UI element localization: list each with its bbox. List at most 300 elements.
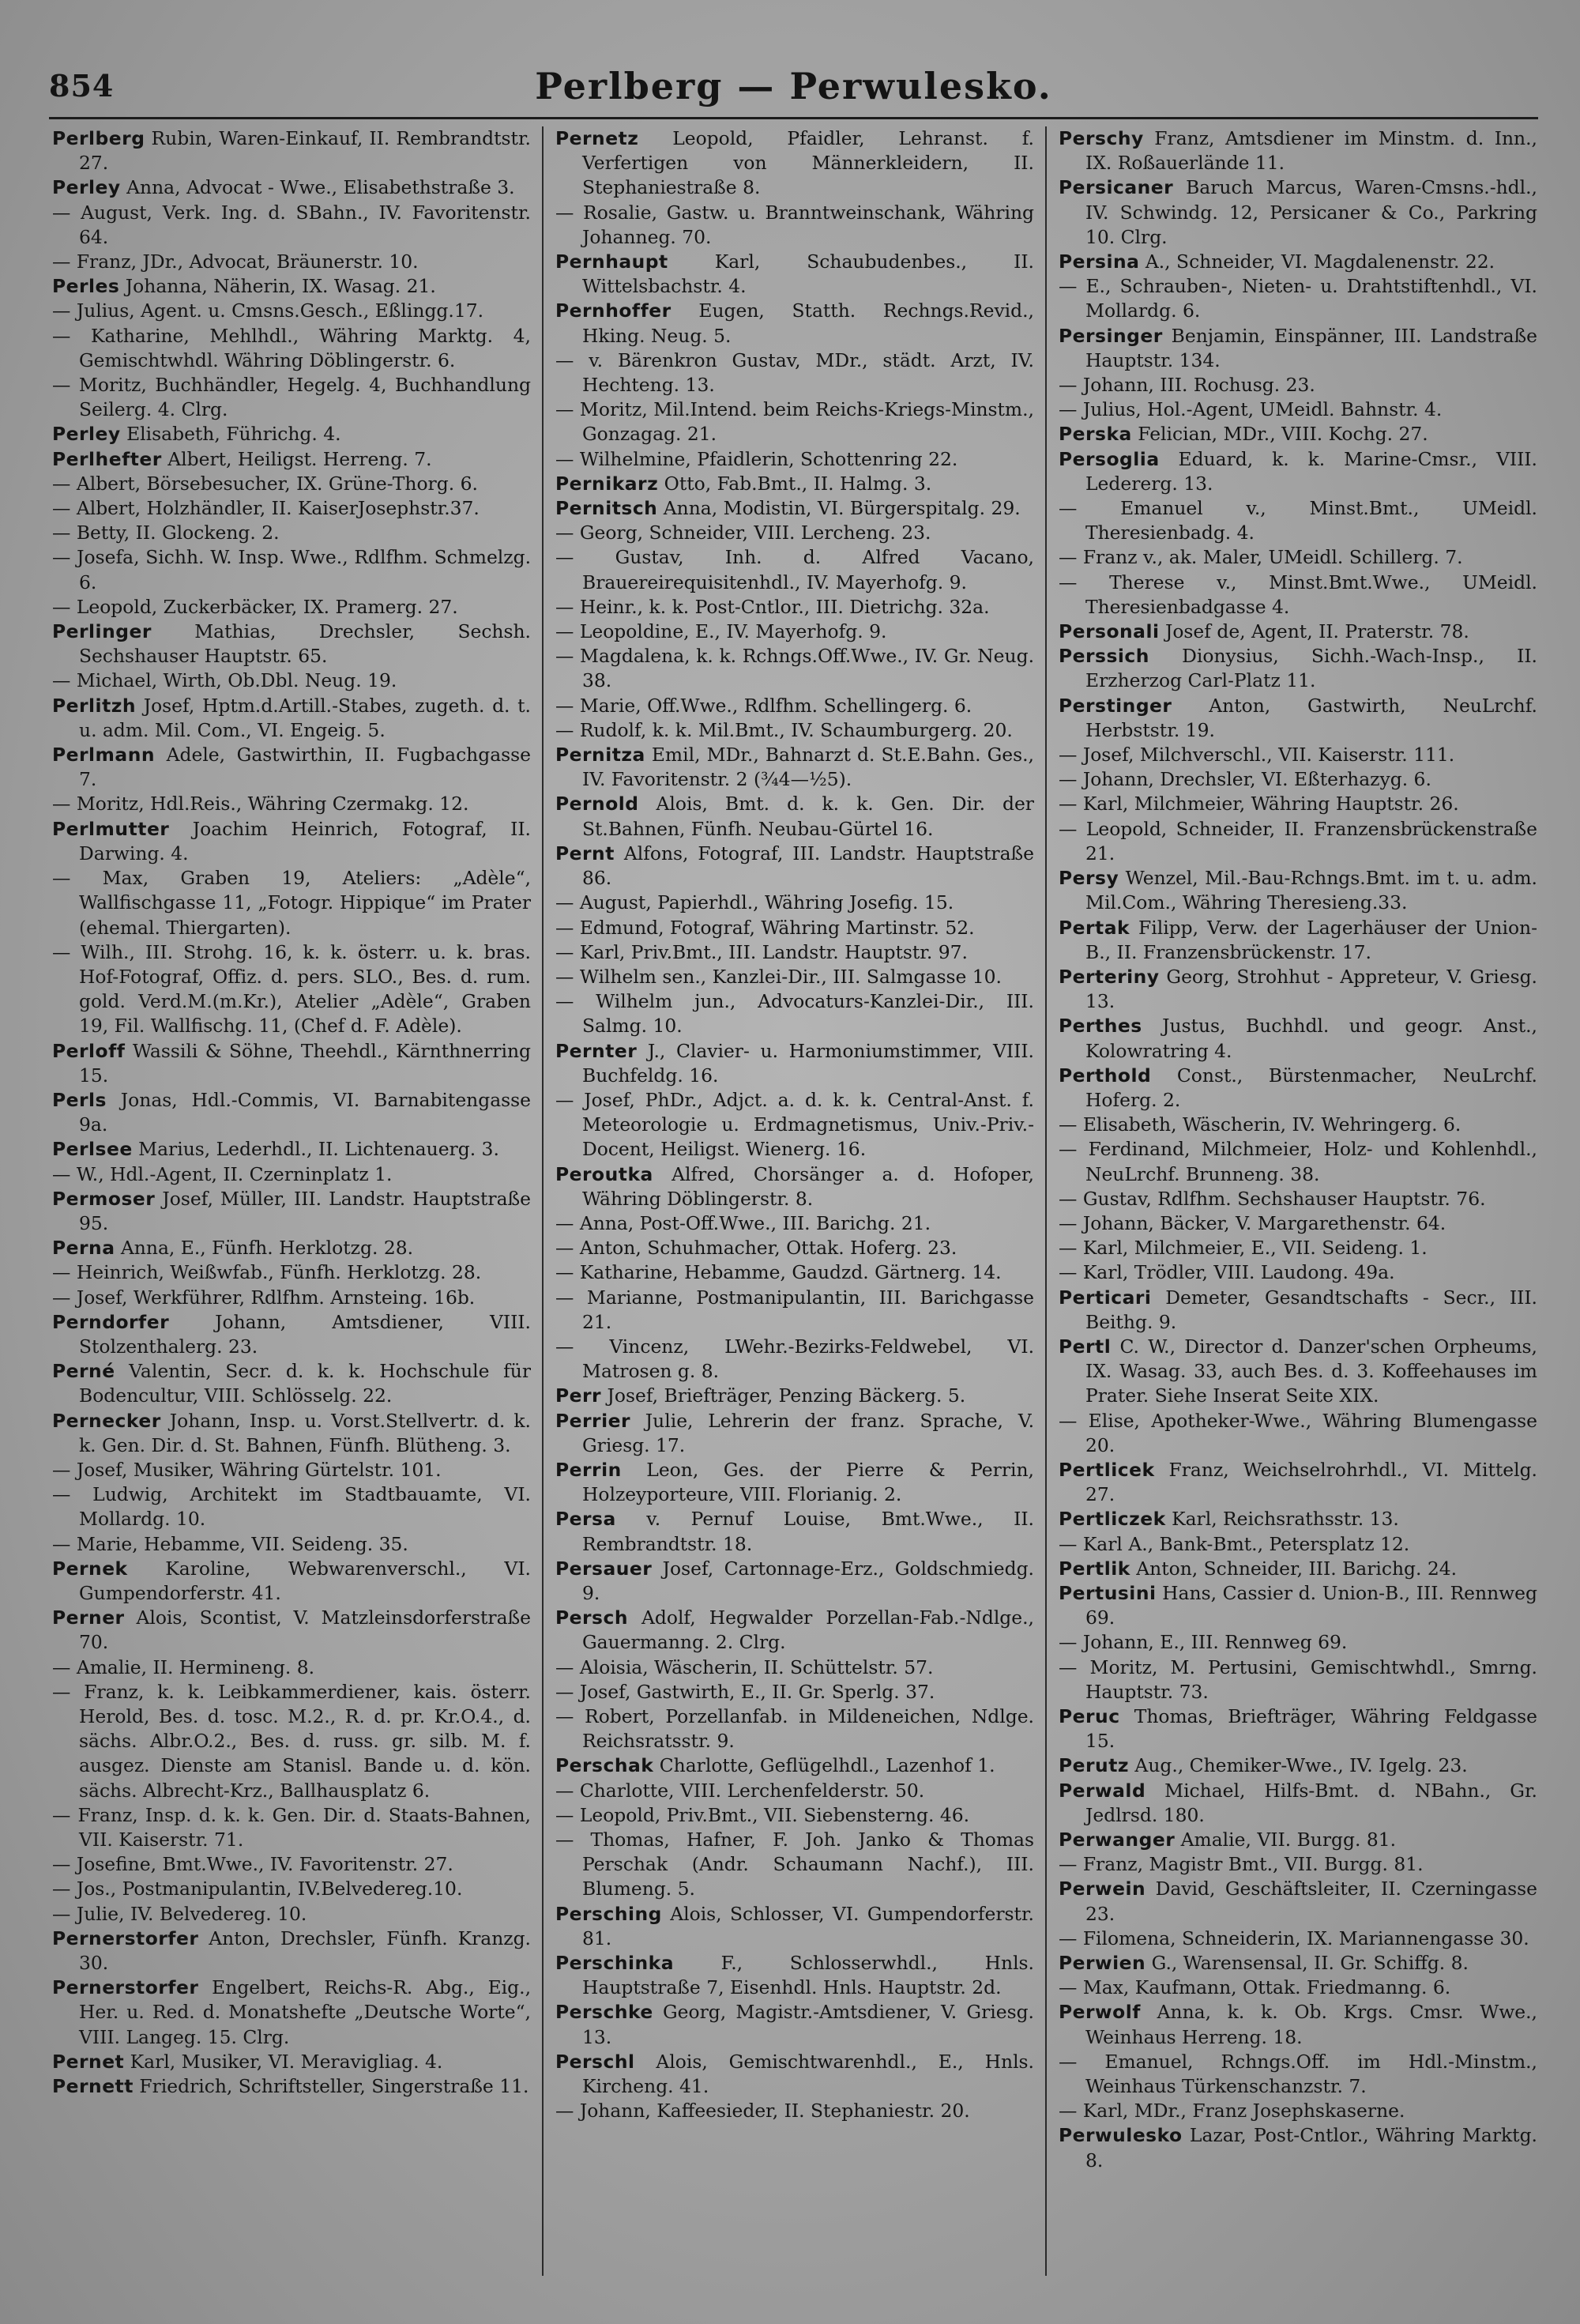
- entry-details: — Josef, Milchverschl., VII. Kaiserstr. 111.: [1059, 744, 1455, 767]
- directory-entry: [52, 669, 531, 693]
- entry-details: — Betty, II. Glockeng. 2.: [52, 522, 280, 544]
- entry-details: Josef, Briefträger, Penzing Bäckerg. 5.: [601, 1384, 966, 1407]
- entry-details: David, Geschäftsleiter, II. Czerningasse 23.: [1085, 1878, 1537, 1925]
- entry-surname: Perley: [52, 176, 121, 199]
- running-title: Perlberg — Perwulesko.: [535, 65, 1052, 107]
- directory-entry: [52, 175, 531, 200]
- entry-details: — Georg, Schneider, VIII. Lercheng. 23.: [555, 522, 931, 544]
- entry-surname: Peroutka: [555, 1162, 653, 1185]
- entry-details: — Amalie, II. Hermineng. 8.: [52, 1655, 315, 1678]
- entry-surname: Perley: [52, 423, 121, 446]
- entry-details: Otto, Fab.Bmt., II. Halmg. 3.: [658, 472, 932, 495]
- entry-details: — Katharine, Mehlhdl., Währing Marktg. 4, Gemischtwhdl. Währing Döblingerstr. 6.: [52, 324, 531, 371]
- directory-entry: [555, 299, 1034, 348]
- directory-entry: [1059, 1630, 1537, 1655]
- entry-surname: Persy: [1059, 867, 1119, 890]
- directory-entry: [52, 447, 531, 472]
- entry-surname: Pertlik: [1059, 1557, 1130, 1580]
- entry-details: Anton, Gastwirth, NeuLrchf. Herbststr. 19.: [1085, 694, 1537, 741]
- directory-entry: [1059, 1927, 1537, 1951]
- directory-entry: [52, 1655, 531, 1680]
- directory-entry: [555, 1039, 1034, 1088]
- entry-surname: Persinger: [1059, 324, 1163, 347]
- directory-entry: [52, 299, 531, 323]
- entry-details: Hans, Cassier d. Union-B., III. Rennweg 69.: [1085, 1581, 1537, 1629]
- entry-surname: Perschinka: [555, 1952, 674, 1975]
- entry-details: Johanna, Näherin, IX. Wasag. 21.: [119, 275, 436, 298]
- entry-details: Josef, Cartonnage-Erz., Goldschmiedg. 9.: [582, 1557, 1034, 1604]
- entry-surname: Pernerstorfer: [52, 1927, 199, 1949]
- directory-entry: [52, 521, 531, 545]
- entry-details: Anna, k. k. Ob. Krgs. Cmsr. Wwe., Weinhaus Herreng. 18.: [1085, 2001, 1537, 2048]
- entry-surname: Pertliczek: [1059, 1508, 1166, 1531]
- entry-details: — Emanuel, Rchngs.Off. im Hdl.-Minstm., Weinhaus Türkenschanzstr. 7.: [1059, 2050, 1537, 2098]
- directory-entry: [1059, 694, 1537, 743]
- directory-entry: [1059, 1014, 1537, 1063]
- column-1: [52, 126, 531, 2307]
- entry-details: Albert, Heiligst. Herreng. 7.: [161, 447, 432, 470]
- entry-details: Baruch Marcus, Waren-Cmsns.-hdl., IV. Schwindg. 12, Persicaner & Co., Parkring 10. Clrg.: [1085, 176, 1537, 248]
- column-divider: [542, 126, 544, 2276]
- entry-details: — v. Bärenkron Gustav, MDr., städt. Arzt, IV. Hechteng. 13.: [555, 348, 1034, 397]
- entry-details: Johann, Amtsdiener, VIII. Stolzenthalerg. 23.: [79, 1310, 531, 1358]
- entry-details: Franz, Amtsdiener im Minstm. d. Inn., IX. Roßauerlände 11.: [1085, 127, 1537, 175]
- entry-details: — Aloisia, Wäscherin, II. Schüttelstr. 57.: [555, 1655, 934, 1678]
- directory-entry: [555, 989, 1034, 1038]
- directory-entry: [555, 940, 1034, 965]
- entry-details: — Heinrich, Weißwfab., Fünfh. Herklotzg. 28.: [52, 1261, 482, 1284]
- directory-entry: [1059, 175, 1537, 250]
- entry-details: Charlotte, Geflügelhdl., Lazenhof 1.: [653, 1754, 995, 1777]
- directory-entry: [1059, 916, 1537, 965]
- entry-surname: Perwein: [1059, 1878, 1146, 1900]
- directory-entry: [555, 644, 1034, 693]
- directory-entry: [555, 2050, 1034, 2099]
- directory-entry: [52, 2050, 531, 2074]
- directory-entry: [52, 1927, 531, 1976]
- directory-entry: [555, 1507, 1034, 1556]
- directory-entry: [52, 1359, 531, 1408]
- directory-entry: [555, 397, 1034, 446]
- entry-surname: Peruc: [1059, 1705, 1120, 1727]
- directory-entry: [1059, 324, 1537, 373]
- directory-entry: [52, 694, 531, 743]
- directory-entry: [52, 1310, 531, 1359]
- entry-details: Anton, Schneider, III. Barichg. 24.: [1130, 1557, 1458, 1580]
- directory-entry: [1059, 1581, 1537, 1630]
- entry-details: — Leopold, Priv.Bmt., VII. Siebensterng. 46.: [555, 1803, 970, 1826]
- entry-surname: Perlmann: [52, 744, 156, 767]
- directory-entry: [1059, 397, 1537, 422]
- directory-entry: [1059, 126, 1537, 175]
- entry-details: — Vincenz, LWehr.-Bezirks-Feldwebel, VI. Matrosen g. 8.: [555, 1335, 1034, 1383]
- directory-entry: [1059, 1655, 1537, 1704]
- entry-surname: Perschke: [555, 2001, 653, 2024]
- entry-surname: Perthold: [1059, 1064, 1152, 1087]
- entry-surname: Perwulesko: [1059, 2124, 1183, 2147]
- entry-details: — Karl, Trödler, VIII. Laudong. 49a.: [1059, 1261, 1395, 1284]
- entry-surname: Pernhoffer: [555, 299, 672, 322]
- directory-entry: [1059, 817, 1537, 866]
- directory-entry: [52, 1606, 531, 1655]
- directory-entry: [555, 1236, 1034, 1260]
- entry-details: — Anna, Post-Off.Wwe., III. Barichg. 21.: [555, 1211, 931, 1234]
- entry-details: Rubin, Waren-Einkauf, II. Rembrandtstr. 27.: [79, 127, 531, 175]
- directory-entry: [52, 1458, 531, 1482]
- entry-surname: Perwald: [1059, 1779, 1146, 1802]
- entry-details: G., Warensensal, II. Gr. Schiffg. 8.: [1146, 1952, 1469, 1975]
- directory-entry: [1059, 1976, 1537, 2000]
- directory-entry: [52, 472, 531, 496]
- directory-entry: [555, 1286, 1034, 1335]
- directory-entry: [1059, 644, 1537, 693]
- entry-details: — Franz, k. k. Leibkammerdiener, kais. österr. Herold, Bes. d. tosc. M.2., R. d. pr. Kr.O.4., d. sächs. Albr.O.2., Bes. d. russ. gr. silb. M. f. ausgez. Dienste am Stanisl. Bande u. d. kön. sächs. Albrecht-Krz., Ballhausplatz 6.: [52, 1680, 531, 1802]
- directory-entry: [1059, 2000, 1537, 2049]
- entry-details: Michael, Hilfs-Bmt. d. NBahn., Gr. Jedlrsd. 180.: [1085, 1779, 1537, 1826]
- entry-details: Karoline, Webwarenverschl., VI. Gumpendorferstr. 41.: [79, 1557, 531, 1604]
- entry-surname: Perschak: [555, 1754, 654, 1777]
- directory-entry: [555, 472, 1034, 496]
- entry-details: — Josefine, Bmt.Wwe., IV. Favoritenstr. 27.: [52, 1853, 453, 1876]
- directory-entry: [1059, 743, 1537, 767]
- directory-entry: [555, 1384, 1034, 1408]
- directory-entry: [555, 2099, 1034, 2123]
- entry-details: Alois, Bmt. d. k. k. Gen. Dir. der St.Bahnen, Fünfh. Neubau-Gürtel 16.: [582, 793, 1034, 840]
- entry-details: — Robert, Porzellanfab. in Mildeneichen, Ndlge. Reichsratsstr. 9.: [555, 1705, 1034, 1753]
- entry-details: — Julie, IV. Belvedereg. 10.: [52, 1902, 307, 1925]
- entry-details: Georg, Strohhut - Appreteur, V. Griesg. 13.: [1085, 965, 1537, 1013]
- entry-details: Adolf, Hegwalder Porzellan-Fab.-Ndlge., Gauermanng. 2. Clrg.: [582, 1606, 1034, 1654]
- directory-entry: [52, 1260, 531, 1285]
- entry-details: — Leopoldine, E., IV. Mayerhofg. 9.: [555, 620, 887, 643]
- directory-entry: [555, 1409, 1034, 1458]
- entry-details: Filipp, Verw. der Lagerhäuser der Union-B., II. Franzensbrückenstr. 17.: [1085, 916, 1537, 963]
- entry-details: — Filomena, Schneiderin, IX. Mariannengasse 30.: [1059, 1927, 1529, 1949]
- entry-details: — Josef, Gastwirth, E., II. Gr. Sperlg. 37.: [555, 1680, 935, 1703]
- entry-details: — Johann, Bäcker, V. Margarethenstr. 64.: [1059, 1211, 1446, 1234]
- entry-surname: Perrin: [555, 1458, 622, 1481]
- entry-surname: Pernecker: [52, 1409, 161, 1432]
- entry-details: Anna, E., Fünfh. Herklotzg. 28.: [115, 1237, 414, 1260]
- entry-details: Alois, Schlosser, VI. Gumpendorferstr. 81.: [582, 1902, 1034, 1949]
- entry-surname: Perwien: [1059, 1952, 1146, 1975]
- entry-surname: Perlberg: [52, 127, 145, 149]
- directory-entry: [555, 521, 1034, 545]
- directory-entry: [1059, 1532, 1537, 1557]
- entry-details: — August, Verk. Ing. d. SBahn., IV. Favoritenstr. 64.: [52, 201, 531, 248]
- directory-entry: [1059, 1779, 1537, 1828]
- entry-details: Alois, Scontist, V. Matzleinsdorferstraße 70.: [79, 1606, 531, 1654]
- directory-entry: [555, 792, 1034, 841]
- entry-details: — Moritz, Buchhändler, Hegelg. 4, Buchhandlung Seilerg. 4. Clrg.: [52, 374, 531, 421]
- directory-entry: [555, 496, 1034, 521]
- entry-surname: Perteriny: [1059, 965, 1160, 988]
- directory-entry: [1059, 792, 1537, 816]
- entry-details: — August, Papierhdl., Währing Josefig. 15.: [555, 891, 954, 914]
- directory-entry: [555, 1951, 1034, 2000]
- directory-entry: [555, 916, 1034, 940]
- entry-surname: Permoser: [52, 1187, 156, 1210]
- entry-details: Anton, Drechsler, Fünfh. Kranzg. 30.: [79, 1927, 531, 1975]
- directory-entry: [52, 201, 531, 250]
- directory-entry: [52, 1039, 531, 1088]
- entry-details: — Max, Graben 19, Ateliers: „Adèle“, Wallfischgasse 11, „Fotogr. Hippique“ im Prater (ehemal. Thiergarten).: [52, 867, 531, 939]
- entry-surname: Perles: [52, 275, 120, 298]
- entry-surname: Perthes: [1059, 1015, 1142, 1038]
- entry-surname: Perlmutter: [52, 817, 170, 840]
- entry-surname: Personali: [1059, 620, 1160, 643]
- directory-entry: [555, 1162, 1034, 1211]
- directory-entry: [1059, 1458, 1537, 1507]
- entry-surname: Perls: [52, 1088, 107, 1111]
- entry-surname: Pertak: [1059, 916, 1130, 939]
- directory-entry: [1059, 1113, 1537, 1137]
- entry-details: Karl, Reichsrathsstr. 13.: [1165, 1508, 1399, 1531]
- directory-entry: [52, 817, 531, 866]
- entry-details: — Charlotte, VIII. Lerchenfelderstr. 50.: [555, 1779, 925, 1802]
- directory-entry: [52, 1088, 531, 1137]
- entry-surname: Perlsee: [52, 1138, 133, 1161]
- entry-details: Felician, MDr., VIII. Kochg. 27.: [1131, 423, 1428, 446]
- entry-details: Eduard, k. k. Marine-Cmsr., VIII. Ledererg. 13.: [1085, 447, 1537, 495]
- entry-details: — Gustav, Rdlfhm. Sechshauser Hauptstr. 76.: [1059, 1187, 1486, 1210]
- entry-details: — Josef, Musiker, Währing Gürtelstr. 101.: [52, 1458, 442, 1481]
- directory-entry: [1059, 571, 1537, 620]
- directory-entry: [52, 545, 531, 594]
- entry-details: Wassili & Söhne, Theehdl., Kärnthnerring 15.: [79, 1039, 531, 1087]
- entry-details: — E., Schrauben-, Nieten- u. Drahtstiftenhdl., VI. Mollardg. 6.: [1059, 275, 1537, 322]
- entry-details: — Michael, Wirth, Ob.Dbl. Neug. 19.: [52, 669, 397, 692]
- entry-details: — Albert, Börsebesucher, IX. Grüne-Thorg. 6.: [52, 472, 478, 495]
- entry-surname: Perloff: [52, 1039, 126, 1062]
- entry-surname: Persch: [555, 1606, 628, 1629]
- entry-details: Johann, Insp. u. Vorst.Stellvertr. d. k. k. Gen. Dir. d. St. Bahnen, Fünfh. Blütheng. 3.: [79, 1409, 531, 1456]
- directory-entry: [52, 1976, 531, 2050]
- directory-entry: [52, 1409, 531, 1458]
- entry-details: — Max, Kaufmann, Ottak. Friedmanng. 6.: [1059, 1976, 1451, 1999]
- entry-details: — Wilhelm jun., Advocaturs-Kanzlei-Dir., III. Salmg. 10.: [555, 990, 1034, 1038]
- entry-surname: Perndorfer: [52, 1310, 170, 1333]
- column-3: [1059, 126, 1537, 2307]
- directory-entry: [1059, 422, 1537, 446]
- entry-surname: Perwolf: [1059, 2001, 1141, 2024]
- entry-details: — Heinr., k. k. Post-Cntlor., III. Dietrichg. 32a.: [555, 595, 990, 618]
- entry-details: Karl, Musiker, VI. Meravigliag. 4.: [124, 2050, 443, 2073]
- entry-details: — Franz v., ak. Maler, UMeidl. Schillerg. 7.: [1059, 546, 1463, 569]
- entry-details: — Johann, III. Rochusg. 23.: [1059, 374, 1315, 397]
- entry-surname: Perska: [1059, 423, 1132, 446]
- entry-details: Demeter, Gesandtschafts - Secr., III. Beithg. 9.: [1085, 1286, 1537, 1333]
- directory-entry: [555, 1557, 1034, 1606]
- directory-entry: [555, 718, 1034, 743]
- entry-details: — Johann, Drechsler, VI. Eßterhazyg. 6.: [1059, 768, 1431, 791]
- directory-entry: [1059, 1409, 1537, 1458]
- directory-entry: [52, 620, 531, 669]
- directory-entry: [555, 1902, 1034, 1951]
- entry-surname: Persicaner: [1059, 176, 1174, 199]
- directory-entry: [52, 274, 531, 299]
- entry-details: — Josef, PhDr., Adjct. a. d. k. k. Central-Anst. f. Meteorologie u. Erdmagnetismus, Univ.-Priv.-Docent, Heiligst. Wienerg. 16.: [555, 1088, 1034, 1161]
- column-divider: [1045, 126, 1047, 2276]
- entry-surname: Perlinger: [52, 620, 152, 643]
- directory-entry: [52, 324, 531, 373]
- column-2: [555, 126, 1034, 2307]
- directory-entry: [1059, 2123, 1537, 2172]
- directory-entry: [555, 842, 1034, 891]
- entry-details: — Leopold, Schneider, II. Franzensbrückenstraße 21.: [1059, 817, 1537, 864]
- entry-details: Julie, Lehrerin der franz. Sprache, V. Griesg. 17.: [582, 1409, 1034, 1456]
- entry-details: — Julius, Agent. u. Cmsns.Gesch., Eßlingg.17.: [52, 299, 484, 322]
- entry-details: — Moritz, Mil.Intend. beim Reichs-Kriegs-Minstm., Gonzagag. 21.: [555, 398, 1034, 446]
- entry-details: — Julius, Hol.-Agent, UMeidl. Bahnstr. 4.: [1059, 398, 1443, 421]
- entry-details: Amalie, VII. Burgg. 81.: [1175, 1829, 1397, 1851]
- directory-entry: [52, 1187, 531, 1236]
- entry-surname: Pernold: [555, 793, 639, 815]
- entry-details: — Moritz, Hdl.Reis., Währing Czermakg. 12.: [52, 793, 469, 815]
- directory-entry: [1059, 496, 1537, 545]
- entry-details: — Franz, Magistr Bmt., VII. Burgg. 81.: [1059, 1853, 1424, 1876]
- entry-details: Wenzel, Mil.-Bau-Rchngs.Bmt. im t. u. adm. Mil.Com., Währing Theresieng.33.: [1085, 867, 1537, 914]
- entry-details: Joachim Heinrich, Fotograf, II. Darwing. 4.: [79, 817, 531, 864]
- entry-surname: Perrier: [555, 1409, 630, 1432]
- entry-surname: Perné: [52, 1360, 115, 1383]
- entry-surname: Pertusini: [1059, 1581, 1157, 1604]
- directory-entry: [1059, 1286, 1537, 1335]
- entry-details: Emil, MDr., Bahnarzt d. St.E.Bahn. Ges., IV. Favoritenstr. 2 (¾4—½5).: [582, 744, 1034, 791]
- entry-details: — Franz, JDr., Advocat, Bräunerstr. 10.: [52, 250, 419, 273]
- directory-entry: [555, 1828, 1034, 1902]
- entry-details: Georg, Magistr.-Amtsdiener, V. Griesg. 13.: [582, 2001, 1034, 2048]
- entry-details: — Ludwig, Architekt im Stadtbauamte, VI. Mollardg. 10.: [52, 1483, 531, 1531]
- entry-details: Anna, Modistin, VI. Bürgerspitalg. 29.: [657, 497, 1021, 520]
- entry-details: — Leopold, Zuckerbäcker, IX. Pramerg. 27.: [52, 595, 458, 618]
- directory-entry: [555, 891, 1034, 915]
- entry-details: Benjamin, Einspänner, III. Landstraße Hauptstr. 134.: [1085, 324, 1537, 371]
- directory-entry: [555, 126, 1034, 201]
- directory-entry: [1059, 250, 1537, 274]
- entry-surname: Perwanger: [1059, 1829, 1176, 1851]
- entry-details: — Albert, Holzhändler, II. KaiserJosephstr.37.: [52, 497, 480, 520]
- entry-surname: Persauer: [555, 1557, 653, 1580]
- directory-entry: [52, 2074, 531, 2099]
- entry-details: Marius, Lederhdl., II. Lichtenauerg. 3.: [132, 1138, 499, 1161]
- entry-details: — Emanuel v., Minst.Bmt., UMeidl. Theresienbadg. 4.: [1059, 497, 1537, 544]
- directory-entry: [52, 126, 531, 175]
- entry-details: — Wilh., III. Strohg. 16, k. k. österr. u. k. bras. Hof-Fotograf, Offiz. d. pers. SLO., Bes. d. rum. gold. Verd.M.(m.Kr.), Atelier „Adèle“, Graben 19, Fil. Wallfischg. 11, (Chef d. F. Adèle).: [52, 940, 531, 1038]
- entry-details: Valentin, Secr. d. k. k. Hochschule für Bodencultur, VIII. Schlösselg. 22.: [79, 1360, 531, 1407]
- entry-details: — Karl, Milchmeier, E., VII. Seideng. 1.: [1059, 1237, 1428, 1260]
- directory-entry: [1059, 545, 1537, 570]
- entry-details: — Rosalie, Gastw. u. Branntweinschank, Währing Johanneg. 70.: [555, 201, 1034, 248]
- directory-entry: [52, 250, 531, 274]
- directory-entry: [52, 940, 531, 1039]
- entry-details: — Gustav, Inh. d. Alfred Vacano, Brauereirequisitenhdl., IV. Mayerhofg. 9.: [555, 546, 1034, 593]
- entry-details: — Wilhelm sen., Kanzlei-Dir., III. Salmgasse 10.: [555, 965, 1002, 988]
- entry-details: — Josef, Werkführer, Rdlfhm. Arnsteing. 16b.: [52, 1286, 476, 1309]
- entry-details: Alfred, Chorsänger a. d. Hofoper, Währing Döblingerstr. 8.: [582, 1162, 1034, 1210]
- entry-details: — W., Hdl.-Agent, II. Czerninplatz 1.: [52, 1162, 393, 1185]
- entry-details: — Jos., Postmanipulantin, IV.Belvedereg.10.: [52, 1878, 463, 1900]
- directory-entry: [1059, 1211, 1537, 1236]
- entry-details: Lazar, Post-Cntlor., Währing Marktg. 8.: [1085, 2124, 1537, 2171]
- entry-surname: Pernitza: [555, 744, 645, 767]
- entry-details: Anna, Advocat - Wwe., Elisabethstraße 3.: [120, 176, 515, 199]
- page-header: [49, 62, 1538, 119]
- entry-surname: Perutz: [1059, 1754, 1129, 1777]
- entry-details: Justus, Buchhdl. und geogr. Anst., Kolowratring 4.: [1085, 1015, 1537, 1062]
- entry-details: — Anton, Schuhmacher, Ottak. Hoferg. 23.: [555, 1237, 957, 1260]
- entry-details: A., Schneider, VI. Magdalenenstr. 22.: [1139, 250, 1495, 273]
- directory-entry: [52, 1852, 531, 1877]
- directory-entry: [52, 1532, 531, 1557]
- directory-entry: [555, 620, 1034, 644]
- directory-entry: [555, 1088, 1034, 1162]
- directory-entry: [1059, 866, 1537, 915]
- directory-entry: [555, 201, 1034, 250]
- entry-details: F., Schlosserwhdl., Hnls. Hauptstraße 7, Eisenhdl. Hnls. Hauptstr. 2d.: [582, 1952, 1034, 1999]
- directory-entry: [1059, 1064, 1537, 1113]
- directory-entry: [52, 1236, 531, 1260]
- entry-details: Friedrich, Schriftsteller, Singerstraße 11.: [133, 2075, 529, 2098]
- directory-entry: [555, 1606, 1034, 1655]
- directory-entry: [52, 1286, 531, 1310]
- directory-entry: [1059, 1877, 1537, 1926]
- directory-entry: [1059, 1507, 1537, 1531]
- entry-surname: Persina: [1059, 250, 1140, 273]
- entry-details: — Thomas, Hafner, F. Joh. Janko & Thomas Perschak (Andr. Schaumann Nachf.), III. Blumeng. 5.: [555, 1829, 1034, 1900]
- entry-details: Leon, Ges. der Pierre & Perrin, Holzeyporteure, VIII. Florianig. 2.: [582, 1458, 1034, 1506]
- directory-entry: [1059, 1557, 1537, 1581]
- directory-entry: [1059, 1951, 1537, 1976]
- entry-details: Leopold, Pfaidler, Lehranst. f. Verfertigen von Männerkleidern, II. Stephaniestraße 8.: [582, 127, 1034, 199]
- entry-details: — Elise, Apotheker-Wwe., Währing Blumengasse 20.: [1059, 1409, 1537, 1456]
- entry-surname: Perschl: [555, 2050, 635, 2073]
- entry-details: — Karl A., Bank-Bmt., Petersplatz 12.: [1059, 1532, 1410, 1555]
- directory-entry: [1059, 1187, 1537, 1211]
- directory-entry: [1059, 274, 1537, 323]
- entry-surname: Pernitsch: [555, 497, 658, 520]
- entry-details: Jonas, Hdl.-Commis, VI. Barnabitengasse 9a.: [79, 1088, 531, 1136]
- entry-details: — Marie, Hebamme, VII. Seideng. 35.: [52, 1532, 408, 1555]
- directory-entry: [555, 694, 1034, 718]
- entry-details: — Karl, MDr., Franz Josephskaserne.: [1059, 2100, 1405, 2122]
- entry-details: — Johann, Kaffeesieder, II. Stephaniestr. 20.: [555, 2100, 970, 2122]
- entry-surname: Perner: [52, 1606, 125, 1629]
- entry-details: — Johann, E., III. Rennweg 69.: [1059, 1631, 1348, 1654]
- entry-details: v. Pernuf Louise, Bmt.Wwe., II. Rembrandtstr. 18.: [582, 1508, 1034, 1555]
- directory-entry: [555, 447, 1034, 472]
- entry-surname: Pernt: [555, 842, 615, 864]
- entry-details: — Marianne, Postmanipulantin, III. Barichgasse 21.: [555, 1286, 1034, 1333]
- directory-entry: [555, 1335, 1034, 1384]
- directory-entry: [52, 373, 531, 422]
- directory-entry: [555, 1211, 1034, 1236]
- directory-entry: [52, 792, 531, 816]
- directory-entry: [555, 2000, 1034, 2049]
- entry-details: Thomas, Briefträger, Währing Feldgasse 15.: [1085, 1705, 1537, 1753]
- directory-entry: [1059, 1828, 1537, 1852]
- directory-entry: [555, 1779, 1034, 1803]
- entry-surname: Perssich: [1059, 645, 1149, 668]
- entry-details: Elisabeth, Führichg. 4.: [120, 423, 341, 446]
- entry-surname: Pernter: [555, 1039, 638, 1062]
- entry-details: Josef de, Agent, II. Praterstr. 78.: [1159, 620, 1469, 643]
- directory-entry: [1059, 1335, 1537, 1409]
- page-number: 854: [49, 68, 115, 104]
- entry-surname: Perstinger: [1059, 694, 1172, 717]
- directory-entry: [555, 595, 1034, 620]
- entry-details: — Magdalena, k. k. Rchngs.Off.Wwe., IV. Gr. Neug. 38.: [555, 645, 1034, 692]
